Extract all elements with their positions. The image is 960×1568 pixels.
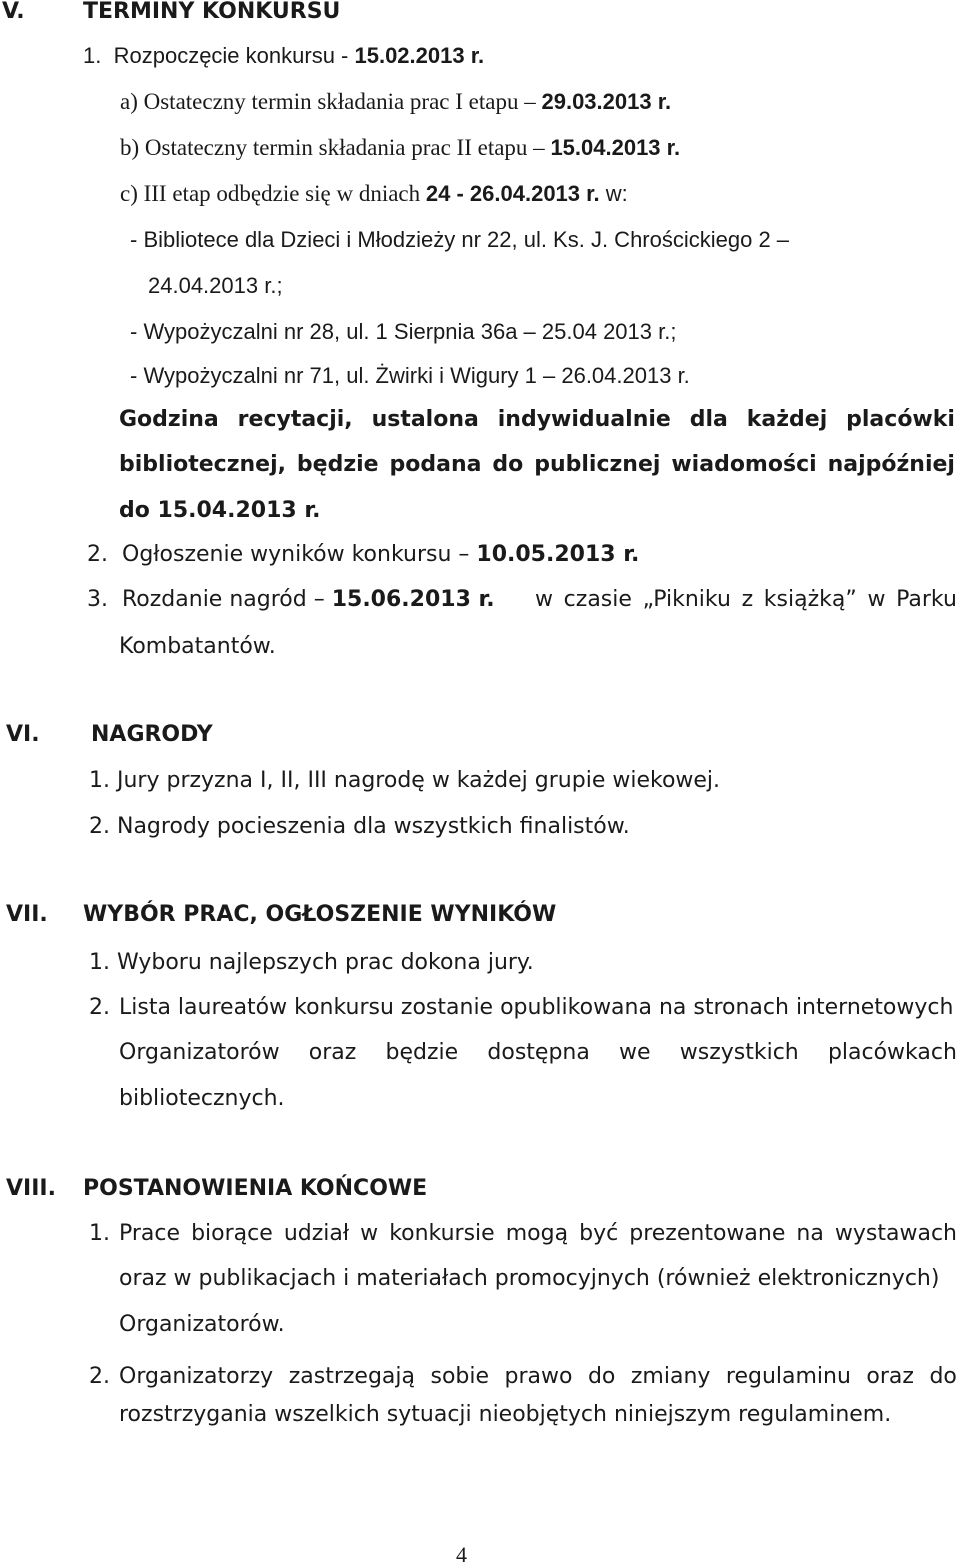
word: bibliotecznej, [119,452,286,477]
word: placówki [846,407,955,432]
v-item-2-number: 2. [87,542,108,567]
word: sobie [430,1364,490,1389]
section-7-number: VII. [6,902,48,927]
word: dla [689,407,728,432]
word: recytacji, [237,407,353,432]
v-item-c-tail: w: [599,181,628,206]
word: oraz [308,1040,357,1065]
v-item-3-line-2: Kombatantów. [119,634,276,659]
word: wystawach [834,1221,957,1246]
word: do [492,452,524,477]
word: „Pikniku [642,587,731,612]
v-item-3-number: 3. [87,587,108,612]
word: na [796,1221,824,1246]
word: placówkach [827,1040,957,1065]
viii-item-1-line-3: Organizatorów. [119,1312,285,1337]
v-item-c [120,180,628,208]
word: mogą [505,1221,569,1246]
section-5-number: V. [2,0,25,24]
word: wiadomości [671,452,817,477]
word: Organizatorów [119,1040,280,1065]
word: każdej [746,407,828,432]
word: publicznej [534,452,661,477]
section-6-number: VI. [6,722,40,747]
vii-item-2-line-3: bibliotecznych. [119,1086,285,1111]
v-location-3: - Wypożyczalni nr 71, ul. Żwirki i Wigury 1 – 26.04.2013 r. [130,363,690,388]
section-5-title: TERMINY KONKURSU [83,0,341,24]
v-item-3-date: 15.06.2013 r. [331,587,495,612]
viii-item-1-number: 1. [89,1221,110,1246]
word: podana [389,452,482,477]
word: Prace [119,1221,181,1246]
word: biorące [191,1221,273,1246]
v-item-a [120,88,671,116]
v-item-1-number: 1. [83,43,102,68]
v-item-1-text: Rozpoczęcie konkursu - [113,43,355,68]
word: oraz [866,1364,914,1389]
word: regulaminu [725,1364,851,1389]
word: do [929,1364,957,1389]
word: prawo [504,1364,573,1389]
word: we [619,1040,651,1065]
vi-item-1: 1. Jury przyzna I, II, III nagrodę w każdej grupie wiekowej. [89,768,721,793]
word: będzie [385,1040,459,1065]
vii-item-2-line-2 [119,1039,957,1067]
v-godzina-line-2 [119,451,955,479]
word: najpóźniej [827,452,955,477]
v-godzina-line-1 [119,406,955,434]
word: Godzina [119,407,219,432]
v-item-2-date: 10.05.2013 r. [476,542,640,567]
word: Parku [896,587,957,612]
v-godzina-line-3: do 15.04.2013 r. [119,498,321,523]
v-location-1-date: 24.04.2013 r.; [148,273,283,298]
word: zmiany [630,1364,711,1389]
v-item-3 [87,586,495,614]
v-item-3-text: Rozdanie nagród – [122,587,332,612]
section-6-title: NAGRODY [91,722,213,747]
viii-item-1-line-1 [119,1220,957,1248]
vii-item-1: 1. Wyboru najlepszych prac dokona jury. [89,950,534,975]
vii-item-2-number: 2. [89,995,110,1020]
vi-item-2: 2. Nagrody pocieszenia dla wszystkich finalistów. [89,814,630,839]
word: będzie [296,452,379,477]
word: czasie [563,587,632,612]
word: w [360,1221,379,1246]
v-item-2-text: Ogłoszenie wyników konkursu – [122,542,477,567]
word: z [741,587,754,612]
v-item-a-date: 29.03.2013 r. [541,89,672,114]
v-location-1: - Bibliotece dla Dzieci i Młodzieży nr 22, ul. Ks. J. Chrościckiego 2 – [130,227,790,252]
section-8-title: POSTANOWIENIA KOŃCOWE [83,1176,428,1201]
viii-item-2-number: 2. [89,1364,110,1389]
word: w [867,587,886,612]
word: książką” [763,587,857,612]
v-item-c-text: c) III etap odbędzie się w dniach [120,181,426,206]
word: Organizatorzy [119,1364,274,1389]
v-item-2 [87,541,639,569]
section-7-title: WYBÓR PRAC, OGŁOSZENIE WYNIKÓW [83,902,557,927]
word: zastrzegają [288,1364,415,1389]
v-item-3-tail [535,586,957,614]
v-item-c-date: 24 - 26.04.2013 r. [425,181,600,206]
section-8-number: VIII. [6,1176,56,1201]
v-item-b-date: 15.04.2013 r. [550,135,681,160]
word: wszystkich [679,1040,799,1065]
word: dostępna [487,1040,590,1065]
word: w [535,587,553,612]
word: udział [283,1221,350,1246]
word: indywidualnie [497,407,671,432]
vii-item-2-line-1: Lista laureatów konkursu zostanie opublikowana na stronach internetowych [119,995,954,1020]
word: prezentowane [629,1221,786,1246]
viii-item-1-line-2: oraz w publikacjach i materiałach promocyjnych (również elektronicznych) [119,1266,940,1291]
word: być [579,1221,619,1246]
v-item-a-text: a) Ostateczny termin składania prac I etapu – [120,89,542,114]
viii-item-2-line-1 [119,1363,957,1391]
v-item-b-text: b) Ostateczny termin składania prac II etapu – [120,135,551,160]
v-location-2: - Wypożyczalni nr 28, ul. 1 Sierpnia 36a – 25.04 2013 r.; [130,319,677,344]
page-number: 4 [456,1542,467,1567]
word: konkursie [389,1221,495,1246]
v-item-b [120,134,680,162]
word: ustalona [371,407,479,432]
word: do [587,1364,616,1389]
v-item-1 [83,42,484,70]
v-item-1-date: 15.02.2013 r. [354,43,485,68]
viii-item-2-line-2: rozstrzygania wszelkich sytuacji nieobjętych niniejszym regulaminem. [119,1402,892,1427]
